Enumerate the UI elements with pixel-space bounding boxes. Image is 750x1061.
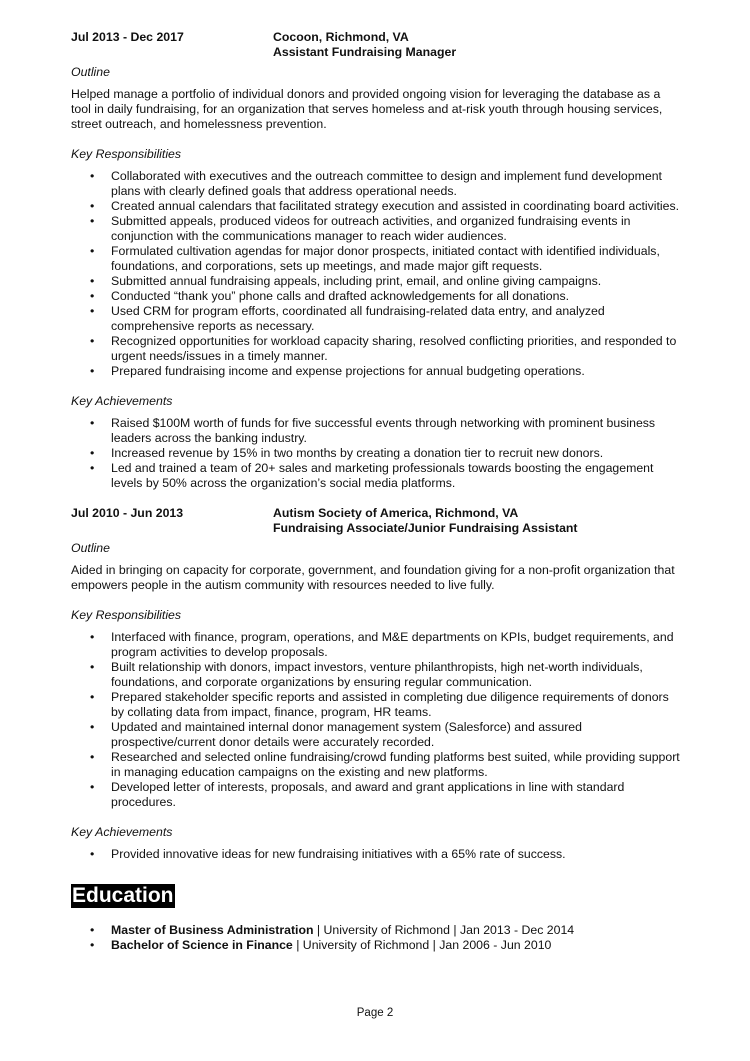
responsibility-item: • Conducted “thank you” phone calls and drafted acknowledgements for all donations. [111,289,683,304]
achievements-list [71,847,683,862]
achievements-list [71,416,683,491]
education-list [71,923,683,953]
education-section [71,877,683,953]
responsibility-item: • Submitted annual fundraising appeals, including print, email, and online giving campaigns. [111,274,683,289]
responsibility-item: • Developed letter of interests, proposals, and award and grant applications in line with standard procedures. [111,780,683,810]
achievement-item: • Led and trained a team of 20+ sales and marketing professionals towards boosting the engagement levels by 50% across the organization’s social media platforms. [111,461,683,491]
education-item [111,938,683,953]
achievements-label: Key Achievements [71,394,173,408]
outline-text: Aided in bringing on capacity for corporate, government, and foundation giving for a non-profit organization that empowers people in the autism community with resources needed to live fully. [71,563,675,592]
responsibility-item: • Prepared fundraising income and expense projections for annual budgeting operations. [111,364,683,379]
responsibility-item: • Created annual calendars that facilitated strategy execution and assisted in coordinating board activities. [111,199,683,214]
outline-label: Outline [71,65,110,79]
experience-header [71,30,683,60]
experience-header [71,506,683,536]
resume-page-content [71,30,683,953]
responsibilities-label: Key Responsibilities [71,147,182,161]
education-heading: Education [72,884,174,907]
responsibility-item: • Prepared stakeholder specific reports and assisted in completing due diligence requirements of donors by collating data from impact, finance, program, HR teams. [111,690,683,720]
degree-details: | University of Richmond | Jan 2006 - Jun 2010 [292,938,552,952]
education-item [111,923,683,938]
achievement-item: • Raised $100M worth of funds for five successful events through networking with prominent business leaders across the banking industry. [111,416,683,446]
achievement-item: • Provided innovative ideas for new fundraising initiatives with a 65% rate of success. [111,847,683,862]
job-dates: Jul 2010 - Jun 2013 [71,506,184,520]
experience-entry [71,506,683,862]
outline-label: Outline [71,541,110,555]
responsibility-item: • Collaborated with executives and the outreach committee to design and implement fund development plans with clearly defined goals that address operational needs. [111,169,683,199]
responsibilities-list [71,169,683,379]
responsibility-item: • Updated and maintained internal donor management system (Salesforce) and assured prospective/current donor details were accurately recorded. [111,720,683,750]
responsibility-item: • Recognized opportunities for workload capacity sharing, resolved conflicting priorities, and responded to urgent needs/issues in a timely manner. [111,334,683,364]
page-number: Page 2 [356,1007,394,1019]
responsibility-item: • Used CRM for program efforts, coordinated all fundraising-related data entry, and analyzed comprehensive reports as necessary. [111,304,683,334]
responsibilities-label: Key Responsibilities [71,608,182,622]
responsibility-item: • Submitted appeals, produced videos for outreach activities, and organized fundraising events in conjunction with the communications manager to reach wider audiences. [111,214,683,244]
job-org-block [273,506,683,536]
job-organization: Cocoon, Richmond, VA [273,30,409,44]
outline-text: Helped manage a portfolio of individual donors and provided ongoing vision for leveraging the database as a tool in daily fundraising, for an organization that serves homeless and at-risk youth through housing services, street outreach, and homelessness prevention. [71,87,663,131]
achievement-item: • Increased revenue by 15% in two months by creating a donation tier to recruit new donors. [111,446,683,461]
degree-details: | University of Richmond | Jan 2013 - Dec 2014 [313,923,575,937]
job-title: Assistant Fundraising Manager [273,45,457,59]
responsibility-item: • Formulated cultivation agendas for major donor prospects, initiated contact with identified individuals, foundations, and corporations, sets up meetings, and made major gift requests. [111,244,683,274]
achievements-label: Key Achievements [71,825,173,839]
responsibility-item: • Built relationship with donors, impact investors, venture philanthropists, high net-worth individuals, foundations, and corporate organizations by ensuring regular communication. [111,660,683,690]
degree-name: Bachelor of Science in Finance [111,938,293,952]
job-dates: Jul 2013 - Dec 2017 [71,30,184,44]
degree-name: Master of Business Administration [111,923,314,937]
job-organization: Autism Society of America, Richmond, VA [273,506,519,520]
experience-entry [71,30,683,491]
responsibility-item: • Interfaced with finance, program, operations, and M&E departments on KPIs, budget requirements, and program activities to develop proposals. [111,630,683,660]
responsibility-item: • Researched and selected online fundraising/crowd funding platforms best suited, while providing support in managing education campaigns on the existing and new platforms. [111,750,683,780]
job-title: Fundraising Associate/Junior Fundraising Assistant [273,521,578,535]
responsibilities-list [71,630,683,810]
job-org-block [273,30,683,60]
